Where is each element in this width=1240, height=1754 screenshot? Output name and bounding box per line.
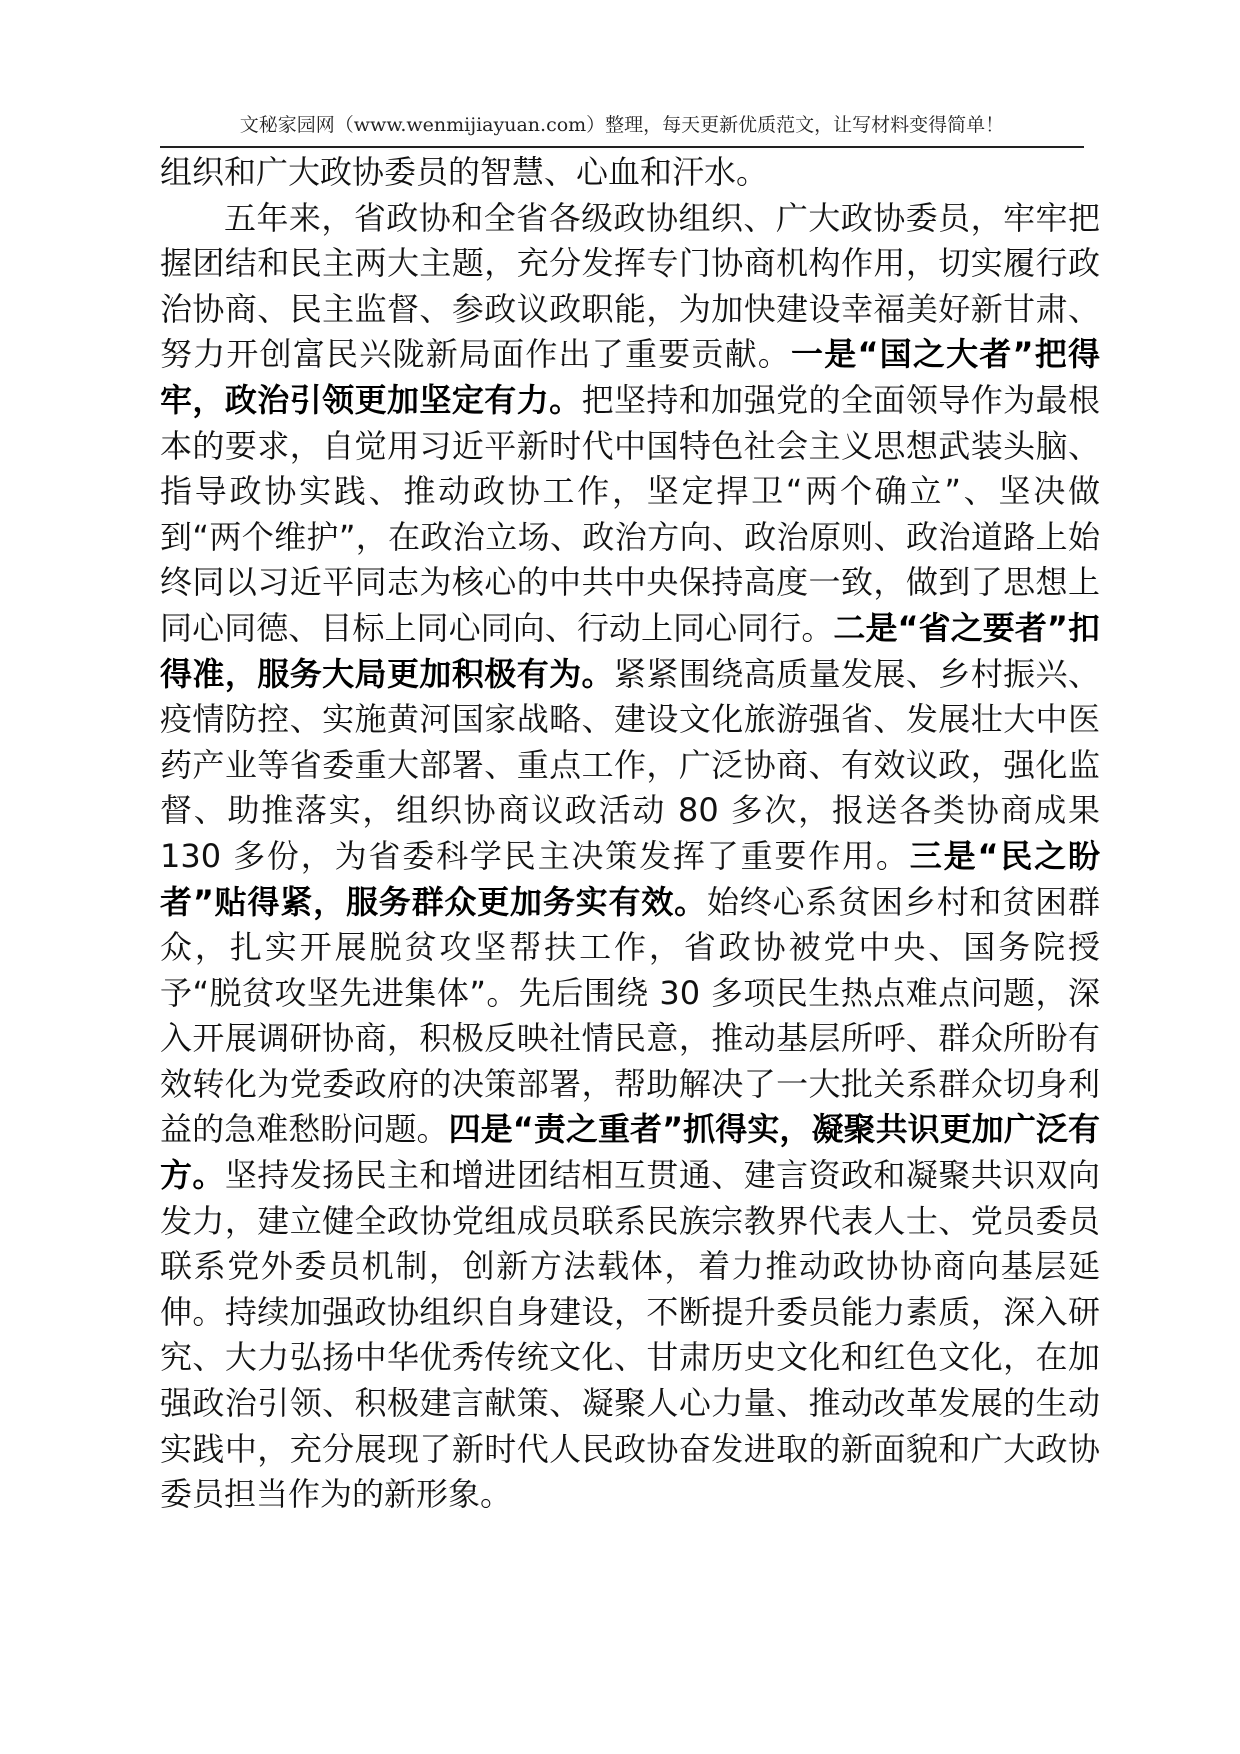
- bold-point-three: 三是“民之盼者”贴得紧，服务群众更加务实有效。: [160, 836, 1100, 921]
- bold-point-two: 二是“省之要者”扣得准，服务大局更加积极有为。: [160, 608, 1100, 693]
- paragraph-continuation: 组织和广大政协委员的智慧、心血和汗水。: [160, 153, 769, 191]
- header-divider: [160, 146, 1084, 148]
- text-point-four: 坚持发扬民主和增进团结相互贯通、建言资政和凝聚共识双向发力，建立健全政协党组成员联系民族宗教界代表人士、党员委员联系党外委员机制，创新方法载体，着力推动政协协商向基层延伸。持续加强政协组织自身建设，不断提升委员能力素质，深入研究、大力弘扬中华优秀传统文化、甘肃历史文化和红色文化，在加强政治引领、积极建言献策、凝聚人心力量、推动改革发展的生动实践中，充分展现了新时代人民政协奋发进取的新面貌和广大政协委员担当作为的新形象。: [160, 1156, 1100, 1514]
- page-header: 文秘家园网（www.wenmijiayuan.com）整理，每天更新优质范文，让写材料变得简单！: [239, 114, 1005, 136]
- document-body: [160, 150, 1100, 1518]
- bold-point-four: 四是“责之重者”抓得实，凝聚共识更加广泛有方。: [160, 1110, 1100, 1195]
- text-intro: 五年来，省政协和全省各级政协组织、广大政协委员，牢牢把握团结和民主两大主题，充分发挥专门协商机构作用，切实履行政治协商、民主监督、参政议政职能，为加快建设幸福美好新甘肃、努力开创富民兴陇新局面作出了重要贡献。: [160, 198, 1100, 374]
- bold-point-one: 一是“国之大者”把得牢，政治引领更加坚定有力。: [160, 335, 1100, 419]
- text-point-three: 始终心系贫困乡村和贫困群众，扎实开展脱贫攻坚帮扶工作，省政协被党中央、国务院授予“脱贫攻坚先进集体”。先后围绕 30 多项民生热点难点问题，深入开展调研协商，积极反映社情民意，推动基层所呼、群众所盼有效转化为党委政府的决策部署，帮助解决了一大批关系群众切身利益的急难愁盼问题。: [160, 882, 1100, 1149]
- text-point-two: 紧紧围绕高质量发展、乡村振兴、疫情防控、实施黄河国家战略、建设文化旅游强省、发展壮大中医药产业等省委重大部署、重点工作，广泛协商、有效议政，强化监督、助推落实，组织协商议政活动 80 多次，报送各类协商成果 130 多份，为省委科学民主决策发挥了重要作用。: [160, 654, 1100, 875]
- paragraph-five-years: [160, 196, 1100, 1518]
- text-point-one: 把坚持和加强党的全面领导作为最根本的要求，自觉用习近平新时代中国特色社会主义思想武装头脑、指导政协实践、推动政协工作，坚定捍卫“两个确立”、坚决做到“两个维护”，在政治立场、政治方向、政治原则、政治道路上始终同以习近平同志为核心的中共中央保持高度一致，做到了思想上同心同德、目标上同心同向、行动上同心同行。: [160, 380, 1100, 647]
